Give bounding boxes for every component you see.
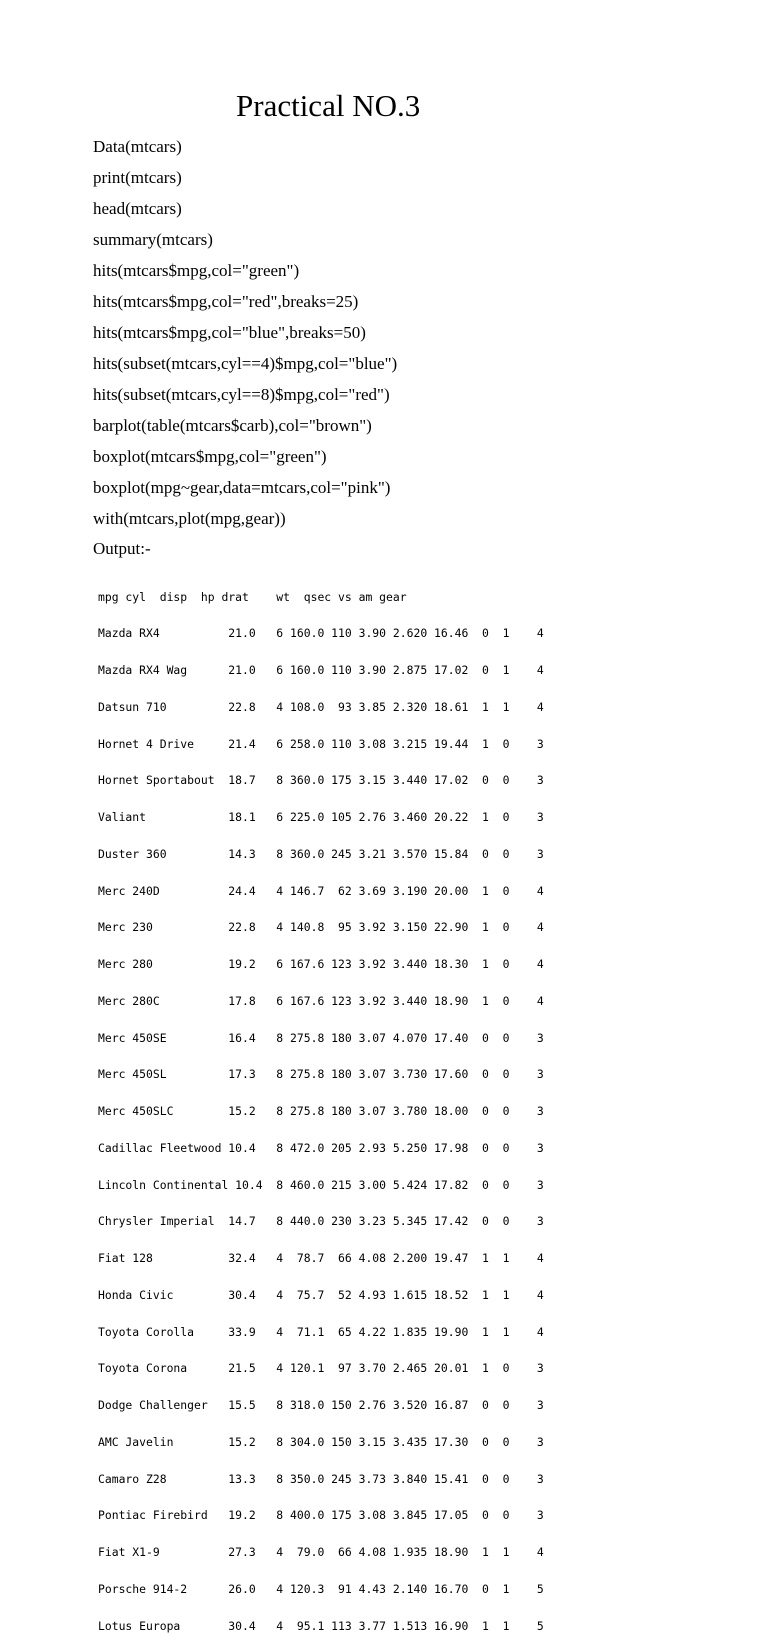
code-line: Data(mtcars)	[93, 137, 182, 156]
code-line: barplot(table(mtcars$carb),col="brown")	[93, 416, 372, 435]
console-row: Hornet 4 Drive 21.4 6 258.0 110 3.08 3.215 19.44 1 0 3	[98, 736, 544, 751]
console-row: Datsun 710 22.8 4 108.0 93 3.85 2.320 18.61 1 1 4	[98, 699, 544, 714]
console-row: Pontiac Firebird 19.2 8 400.0 175 3.08 3.845 17.05 0 0 3	[98, 1508, 544, 1523]
console-row: Toyota Corolla 33.9 4 71.1 65 4.22 1.835 19.90 1 1 4	[98, 1324, 544, 1339]
console-row: Honda Civic 30.4 4 75.7 52 4.93 1.615 18.52 1 1 4	[98, 1287, 544, 1302]
code-line-list	[93, 136, 397, 539]
console-row: Merc 230 22.8 4 140.8 95 3.92 3.150 22.90 1 0 4	[98, 920, 544, 935]
console-row: Dodge Challenger 15.5 8 318.0 150 2.76 3.520 16.87 0 0 3	[98, 1398, 544, 1412]
console-row: Camaro Z28 13.3 8 350.0 245 3.73 3.840 15.41 0 0 3	[98, 1471, 544, 1486]
console-row: Toyota Corona 21.5 4 120.1 97 3.70 2.465 20.01 1 0 3	[98, 1361, 544, 1376]
code-line: head(mtcars)	[93, 199, 182, 218]
console-row: Merc 240D 24.4 4 146.7 62 3.69 3.190 20.00 1 0 4	[98, 883, 544, 898]
console-header-line: mpg cyl disp hp drat wt qsec vs am gear	[98, 589, 407, 604]
console-row: Chrysler Imperial 14.7 8 440.0 230 3.23 5.345 17.42 0 0 3	[98, 1214, 544, 1229]
console-row: Lincoln Continental 10.4 8 460.0 215 3.00 5.424 17.82 0 0 3	[98, 1177, 544, 1192]
console-row: Fiat X1-9 27.3 4 79.0 66 4.08 1.935 18.90 1 1 4	[98, 1545, 544, 1559]
output-label: Output:-	[93, 539, 151, 558]
console-row: Merc 280 19.2 6 167.6 123 3.92 3.440 18.30 1 0 4	[98, 957, 544, 971]
code-line: boxplot(mtcars$mpg,col="green")	[93, 447, 327, 466]
console-row: Merc 450SLC 15.2 8 275.8 180 3.07 3.780 18.00 0 0 3	[98, 1104, 544, 1118]
console-row: Lotus Europa 30.4 4 95.1 113 3.77 1.513 16.90 1 1 5	[98, 1618, 544, 1633]
console-row: Merc 280C 17.8 6 167.6 123 3.92 3.440 18.90 1 0 4	[98, 993, 544, 1008]
code-line: print(mtcars)	[93, 168, 182, 187]
code-line: hits(mtcars$mpg,col="red",breaks=25)	[93, 292, 359, 311]
console-row: Mazda RX4 Wag 21.0 6 160.0 110 3.90 2.875 17.02 0 1 4	[98, 663, 544, 677]
console-row: Merc 450SE 16.4 8 275.8 180 3.07 4.070 17.40 0 0 3	[98, 1030, 544, 1045]
code-line: hits(mtcars$mpg,col="green")	[93, 261, 300, 280]
console-row: Fiat 128 32.4 4 78.7 66 4.08 2.200 19.47 1 1 4	[98, 1251, 544, 1265]
code-line: hits(subset(mtcars,cyl==4)$mpg,col="blue")	[93, 354, 398, 373]
console-row: Merc 450SL 17.3 8 275.8 180 3.07 3.730 17.60 0 0 3	[98, 1067, 544, 1082]
console-row: AMC Javelin 15.2 8 304.0 150 3.15 3.435 17.30 0 0 3	[98, 1434, 544, 1449]
console-row: Cadillac Fleetwood 10.4 8 472.0 205 2.93 5.250 17.98 0 0 3	[98, 1140, 544, 1155]
page-title: Practical NO.3	[236, 88, 421, 123]
console-row: Duster 360 14.3 8 360.0 245 3.21 3.570 15.84 0 0 3	[98, 846, 544, 861]
console-row: Mazda RX4 21.0 6 160.0 110 3.90 2.620 16.46 0 1 4	[98, 626, 544, 641]
console-row: Porsche 914-2 26.0 4 120.3 91 4.43 2.140 16.70 0 1 5	[98, 1581, 544, 1596]
code-line: with(mtcars,plot(mpg,gear))	[93, 509, 286, 528]
console-output	[98, 566, 544, 1644]
code-line: hits(mtcars$mpg,col="blue",breaks=50)	[93, 323, 366, 342]
code-line: summary(mtcars)	[93, 230, 213, 249]
console-row: Valiant 18.1 6 225.0 105 2.76 3.460 20.22 1 0 3	[98, 810, 544, 824]
code-line: boxplot(mpg~gear,data=mtcars,col="pink")	[93, 478, 391, 497]
console-row: Hornet Sportabout 18.7 8 360.0 175 3.15 3.440 17.02 0 0 3	[98, 773, 544, 788]
code-line: hits(subset(mtcars,cyl==8)$mpg,col="red")	[93, 385, 390, 404]
